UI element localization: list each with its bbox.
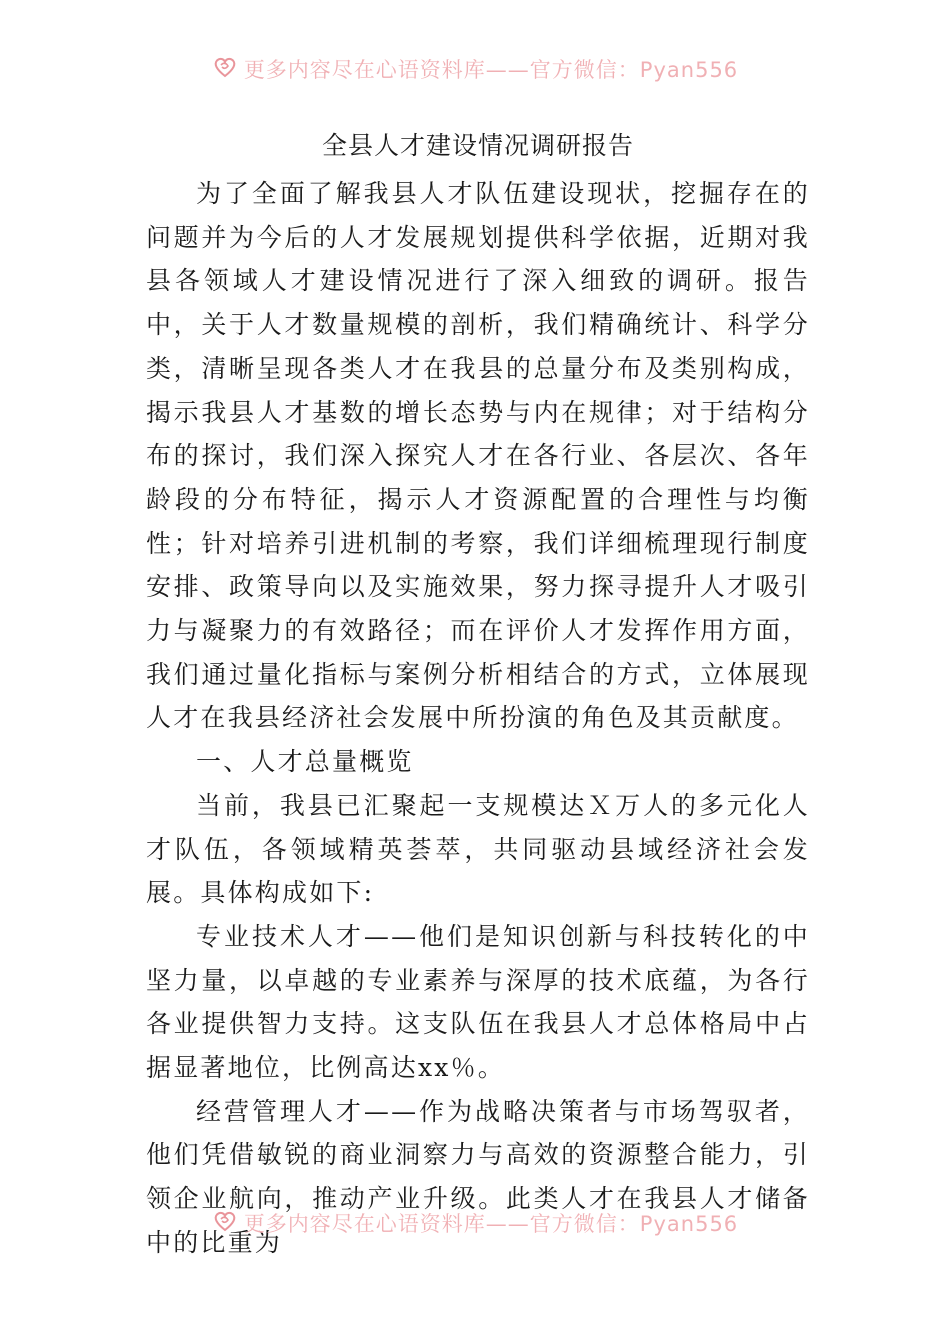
watermark-text: 更多内容尽在心语资料库——官方微信：Pyan556 bbox=[243, 1212, 739, 1236]
watermark-header bbox=[0, 54, 950, 84]
document-body bbox=[146, 127, 810, 1265]
watermark-footer bbox=[0, 1208, 950, 1238]
section-heading: 一、人才总量概览 bbox=[196, 747, 414, 777]
paragraph-management-talent: 经营管理人才——作为战略决策者与市场驾驭者，他们凭借敏锐的商业洞察力与高效的资源整合能力，引领企业航向，推动产业升级。此类人才在我县人才储备中的比重为 bbox=[146, 1096, 810, 1257]
heart-swirl-logo-icon bbox=[212, 1210, 238, 1237]
paragraph-overview: 当前，我县已汇聚起一支规模达Ｘ万人的多元化人才队伍，各领域精英荟萃，共同驱动县域经济社会发展。具体构成如下: bbox=[146, 790, 810, 908]
paragraph-intro: 为了全面了解我县人才队伍建设现状，挖掘存在的问题并为今后的人才发展规划提供科学依据，近期对我县各领域人才建设情况进行了深入细致的调研。报告中，关于人才数量规模的剖析，我们精确统计、科学分类，清晰呈现各类人才在我县的总量分布及类别构成，揭示我县人才基数的增长态势与内在规律；对于结构分布的探讨，我们深入探究人才在各行业、各层次、各年龄段的分布特征，揭示人才资源配置的合理性与均衡性；针对培养引进机制的考察，我们详细梳理现行制度安排、政策导向以及实施效果，努力探寻提升人才吸引力与凝聚力的有效路径；而在评价人才发挥作用方面，我们通过量化指标与案例分析相结合的方式，立体展现人才在我县经济社会发展中所扮演的角色及其贡献度。 bbox=[146, 179, 810, 733]
paragraph-professional-talent: 专业技术人才——他们是知识创新与科技转化的中坚力量，以卓越的专业素养与深厚的技术底蕴，为各行各业提供智力支持。这支队伍在我县人才总体格局中占据显著地位，比例高达xx％。 bbox=[146, 921, 810, 1083]
heart-swirl-logo-icon bbox=[212, 56, 238, 83]
document-title: 全县人才建设情况调研报告 bbox=[321, 131, 634, 160]
watermark-text: 更多内容尽在心语资料库——官方微信：Pyan556 bbox=[243, 58, 739, 82]
